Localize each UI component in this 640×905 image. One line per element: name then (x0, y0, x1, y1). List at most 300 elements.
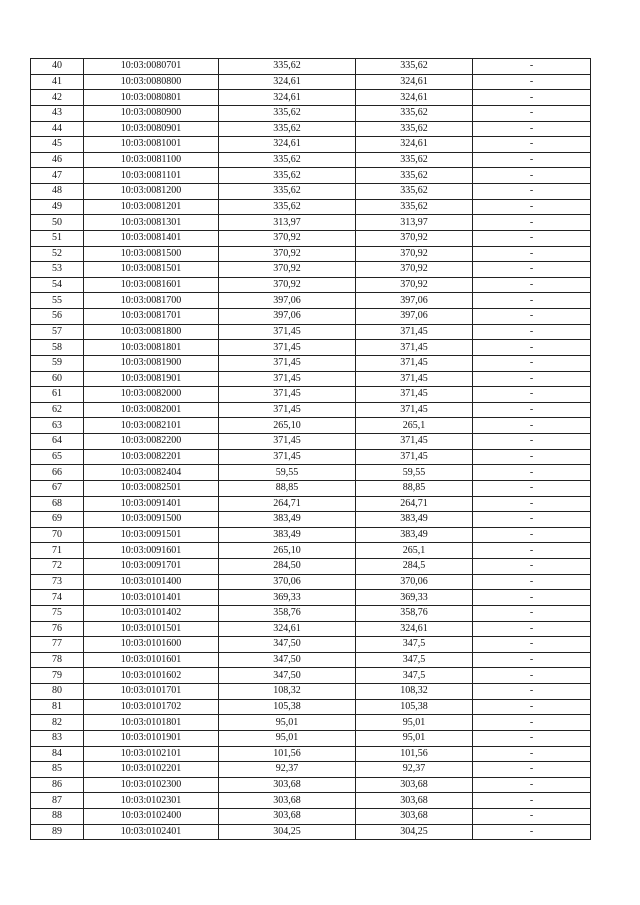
cadastral-number-cell: 10:03:0101602 (84, 668, 219, 684)
cadastral-number-cell: 10:03:0082101 (84, 418, 219, 434)
area-value-cell: 92,37 (219, 762, 356, 778)
note-cell: - (473, 262, 591, 278)
table-row (31, 652, 591, 668)
area-value-cell: 88,85 (219, 480, 356, 496)
area-value-2-cell: 105,38 (356, 699, 473, 715)
cadastral-number-cell: 10:03:0101402 (84, 605, 219, 621)
table-row (31, 152, 591, 168)
area-value-cell: 371,45 (219, 449, 356, 465)
area-value-2-cell: 324,61 (356, 90, 473, 106)
table-row (31, 715, 591, 731)
cadastral-number-cell: 10:03:0080800 (84, 74, 219, 90)
area-value-cell: 347,50 (219, 637, 356, 653)
note-cell: - (473, 277, 591, 293)
table-row (31, 340, 591, 356)
row-number-cell: 48 (31, 184, 84, 200)
table-row (31, 793, 591, 809)
area-value-cell: 335,62 (219, 152, 356, 168)
row-number-cell: 58 (31, 340, 84, 356)
table-row (31, 730, 591, 746)
area-value-2-cell: 335,62 (356, 59, 473, 75)
area-value-2-cell: 303,68 (356, 793, 473, 809)
table-row (31, 777, 591, 793)
cadastral-number-cell: 10:03:0091701 (84, 559, 219, 575)
cadastral-number-cell: 10:03:0091500 (84, 512, 219, 528)
row-number-cell: 82 (31, 715, 84, 731)
cadastral-number-cell: 10:03:0101600 (84, 637, 219, 653)
note-cell: - (473, 652, 591, 668)
row-number-cell: 41 (31, 74, 84, 90)
table-row (31, 293, 591, 309)
cadastral-number-cell: 10:03:0091401 (84, 496, 219, 512)
row-number-cell: 68 (31, 496, 84, 512)
row-number-cell: 66 (31, 465, 84, 481)
table-row (31, 324, 591, 340)
row-number-cell: 83 (31, 730, 84, 746)
row-number-cell: 76 (31, 621, 84, 637)
row-number-cell: 42 (31, 90, 84, 106)
area-value-cell: 303,68 (219, 793, 356, 809)
note-cell: - (473, 809, 591, 825)
note-cell: - (473, 121, 591, 137)
row-number-cell: 49 (31, 199, 84, 215)
cadastral-number-cell: 10:03:0081201 (84, 199, 219, 215)
row-number-cell: 89 (31, 824, 84, 840)
row-number-cell: 88 (31, 809, 84, 825)
note-cell: - (473, 74, 591, 90)
note-cell: - (473, 324, 591, 340)
cadastral-number-cell: 10:03:0102101 (84, 746, 219, 762)
note-cell: - (473, 309, 591, 325)
row-number-cell: 72 (31, 559, 84, 575)
note-cell: - (473, 605, 591, 621)
note-cell: - (473, 668, 591, 684)
area-value-cell: 335,62 (219, 168, 356, 184)
row-number-cell: 50 (31, 215, 84, 231)
area-value-cell: 324,61 (219, 90, 356, 106)
note-cell: - (473, 387, 591, 403)
area-value-cell: 324,61 (219, 137, 356, 153)
note-cell: - (473, 496, 591, 512)
area-value-cell: 303,68 (219, 777, 356, 793)
cadastral-number-cell: 10:03:0082404 (84, 465, 219, 481)
cadastral-number-cell: 10:03:0080900 (84, 105, 219, 121)
cadastral-number-cell: 10:03:0101400 (84, 574, 219, 590)
note-cell: - (473, 215, 591, 231)
area-value-2-cell: 335,62 (356, 152, 473, 168)
cadastral-number-cell: 10:03:0081200 (84, 184, 219, 200)
area-value-2-cell: 347,5 (356, 652, 473, 668)
area-value-2-cell: 335,62 (356, 121, 473, 137)
cadastral-number-cell: 10:03:0081800 (84, 324, 219, 340)
area-value-cell: 108,32 (219, 684, 356, 700)
cadastral-number-cell: 10:03:0081501 (84, 262, 219, 278)
table-row (31, 387, 591, 403)
table-row (31, 496, 591, 512)
area-value-2-cell: 265,1 (356, 418, 473, 434)
cadastral-number-cell: 10:03:0081900 (84, 355, 219, 371)
area-value-cell: 284,50 (219, 559, 356, 575)
cadastral-number-cell: 10:03:0102301 (84, 793, 219, 809)
area-value-cell: 397,06 (219, 293, 356, 309)
table-row (31, 449, 591, 465)
note-cell: - (473, 637, 591, 653)
note-cell: - (473, 621, 591, 637)
area-value-2-cell: 383,49 (356, 512, 473, 528)
row-number-cell: 67 (31, 480, 84, 496)
area-value-2-cell: 101,56 (356, 746, 473, 762)
area-value-cell: 371,45 (219, 324, 356, 340)
row-number-cell: 47 (31, 168, 84, 184)
row-number-cell: 56 (31, 309, 84, 325)
area-value-2-cell: 324,61 (356, 74, 473, 90)
area-value-cell: 303,68 (219, 809, 356, 825)
cadastral-number-cell: 10:03:0081401 (84, 230, 219, 246)
table-row (31, 418, 591, 434)
table-row (31, 762, 591, 778)
area-value-2-cell: 358,76 (356, 605, 473, 621)
note-cell: - (473, 355, 591, 371)
area-value-cell: 371,45 (219, 371, 356, 387)
table-row (31, 230, 591, 246)
cadastral-number-cell: 10:03:0081700 (84, 293, 219, 309)
table-row (31, 402, 591, 418)
table-row (31, 309, 591, 325)
area-value-2-cell: 371,45 (356, 387, 473, 403)
table-row (31, 434, 591, 450)
row-number-cell: 57 (31, 324, 84, 340)
note-cell: - (473, 371, 591, 387)
area-value-2-cell: 370,92 (356, 262, 473, 278)
note-cell: - (473, 574, 591, 590)
area-value-2-cell: 371,45 (356, 324, 473, 340)
cadastral-number-cell: 10:03:0081001 (84, 137, 219, 153)
note-cell: - (473, 527, 591, 543)
row-number-cell: 62 (31, 402, 84, 418)
note-cell: - (473, 246, 591, 262)
area-value-cell: 335,62 (219, 184, 356, 200)
note-cell: - (473, 793, 591, 809)
area-value-cell: 370,92 (219, 230, 356, 246)
cadastral-number-cell: 10:03:0082001 (84, 402, 219, 418)
cadastral-number-cell: 10:03:0101702 (84, 699, 219, 715)
cadastral-number-cell: 10:03:0102400 (84, 809, 219, 825)
note-cell: - (473, 199, 591, 215)
area-value-2-cell: 88,85 (356, 480, 473, 496)
table-row (31, 59, 591, 75)
note-cell: - (473, 137, 591, 153)
area-value-cell: 335,62 (219, 59, 356, 75)
table-row (31, 74, 591, 90)
data-table (30, 58, 591, 840)
cadastral-number-cell: 10:03:0081101 (84, 168, 219, 184)
area-value-2-cell: 284,5 (356, 559, 473, 575)
area-value-cell: 371,45 (219, 387, 356, 403)
area-value-cell: 371,45 (219, 402, 356, 418)
area-value-2-cell: 371,45 (356, 449, 473, 465)
row-number-cell: 63 (31, 418, 84, 434)
area-value-2-cell: 335,62 (356, 105, 473, 121)
area-value-2-cell: 95,01 (356, 715, 473, 731)
area-value-2-cell: 264,71 (356, 496, 473, 512)
note-cell: - (473, 105, 591, 121)
area-value-cell: 59,55 (219, 465, 356, 481)
cadastral-number-cell: 10:03:0080801 (84, 90, 219, 106)
row-number-cell: 43 (31, 105, 84, 121)
row-number-cell: 52 (31, 246, 84, 262)
note-cell: - (473, 684, 591, 700)
note-cell: - (473, 434, 591, 450)
area-value-cell: 397,06 (219, 309, 356, 325)
area-value-2-cell: 313,97 (356, 215, 473, 231)
note-cell: - (473, 559, 591, 575)
area-value-cell: 101,56 (219, 746, 356, 762)
area-value-2-cell: 370,06 (356, 574, 473, 590)
cadastral-number-cell: 10:03:0082000 (84, 387, 219, 403)
area-value-2-cell: 369,33 (356, 590, 473, 606)
note-cell: - (473, 449, 591, 465)
area-value-cell: 324,61 (219, 621, 356, 637)
area-value-cell: 370,06 (219, 574, 356, 590)
row-number-cell: 75 (31, 605, 84, 621)
cadastral-number-cell: 10:03:0091601 (84, 543, 219, 559)
cadastral-number-cell: 10:03:0102300 (84, 777, 219, 793)
area-value-2-cell: 397,06 (356, 293, 473, 309)
area-value-cell: 371,45 (219, 340, 356, 356)
table-row (31, 824, 591, 840)
area-value-2-cell: 371,45 (356, 434, 473, 450)
table-row (31, 262, 591, 278)
area-value-cell: 369,33 (219, 590, 356, 606)
table-row (31, 637, 591, 653)
note-cell: - (473, 418, 591, 434)
area-value-cell: 370,92 (219, 277, 356, 293)
cadastral-number-cell: 10:03:0081500 (84, 246, 219, 262)
area-value-2-cell: 324,61 (356, 621, 473, 637)
area-value-2-cell: 108,32 (356, 684, 473, 700)
row-number-cell: 61 (31, 387, 84, 403)
area-value-2-cell: 265,1 (356, 543, 473, 559)
note-cell: - (473, 340, 591, 356)
table-row (31, 168, 591, 184)
area-value-cell: 335,62 (219, 199, 356, 215)
area-value-cell: 358,76 (219, 605, 356, 621)
area-value-cell: 383,49 (219, 527, 356, 543)
cadastral-number-cell: 10:03:0101501 (84, 621, 219, 637)
table-row (31, 199, 591, 215)
area-value-2-cell: 335,62 (356, 184, 473, 200)
area-value-2-cell: 371,45 (356, 340, 473, 356)
row-number-cell: 53 (31, 262, 84, 278)
row-number-cell: 65 (31, 449, 84, 465)
cadastral-number-cell: 10:03:0081301 (84, 215, 219, 231)
area-value-cell: 383,49 (219, 512, 356, 528)
area-value-cell: 304,25 (219, 824, 356, 840)
note-cell: - (473, 512, 591, 528)
area-value-cell: 313,97 (219, 215, 356, 231)
table-row (31, 668, 591, 684)
table-body (31, 59, 591, 840)
note-cell: - (473, 59, 591, 75)
area-value-2-cell: 371,45 (356, 402, 473, 418)
cadastral-number-cell: 10:03:0082201 (84, 449, 219, 465)
note-cell: - (473, 152, 591, 168)
cadastral-number-cell: 10:03:0081701 (84, 309, 219, 325)
area-value-2-cell: 383,49 (356, 527, 473, 543)
area-value-cell: 265,10 (219, 418, 356, 434)
note-cell: - (473, 777, 591, 793)
table-row (31, 184, 591, 200)
area-value-2-cell: 95,01 (356, 730, 473, 746)
row-number-cell: 74 (31, 590, 84, 606)
cadastral-number-cell: 10:03:0101901 (84, 730, 219, 746)
note-cell: - (473, 715, 591, 731)
area-value-2-cell: 370,92 (356, 277, 473, 293)
table-row (31, 605, 591, 621)
cadastral-number-cell: 10:03:0101401 (84, 590, 219, 606)
cadastral-number-cell: 10:03:0080701 (84, 59, 219, 75)
area-value-cell: 370,92 (219, 246, 356, 262)
row-number-cell: 51 (31, 230, 84, 246)
row-number-cell: 77 (31, 637, 84, 653)
area-value-cell: 95,01 (219, 715, 356, 731)
area-value-cell: 370,92 (219, 262, 356, 278)
cadastral-number-cell: 10:03:0091501 (84, 527, 219, 543)
table-row (31, 246, 591, 262)
cadastral-number-cell: 10:03:0102401 (84, 824, 219, 840)
area-value-cell: 347,50 (219, 668, 356, 684)
area-value-cell: 264,71 (219, 496, 356, 512)
table-row (31, 574, 591, 590)
row-number-cell: 59 (31, 355, 84, 371)
area-value-2-cell: 303,68 (356, 777, 473, 793)
row-number-cell: 54 (31, 277, 84, 293)
note-cell: - (473, 746, 591, 762)
table-row (31, 105, 591, 121)
area-value-2-cell: 324,61 (356, 137, 473, 153)
table-row (31, 699, 591, 715)
note-cell: - (473, 184, 591, 200)
area-value-2-cell: 371,45 (356, 371, 473, 387)
row-number-cell: 78 (31, 652, 84, 668)
table-row (31, 277, 591, 293)
note-cell: - (473, 90, 591, 106)
cadastral-number-cell: 10:03:0102201 (84, 762, 219, 778)
table-row (31, 746, 591, 762)
area-value-2-cell: 335,62 (356, 168, 473, 184)
area-value-2-cell: 335,62 (356, 199, 473, 215)
note-cell: - (473, 824, 591, 840)
area-value-cell: 324,61 (219, 74, 356, 90)
note-cell: - (473, 230, 591, 246)
cadastral-number-cell: 10:03:0081601 (84, 277, 219, 293)
area-value-2-cell: 347,5 (356, 637, 473, 653)
note-cell: - (473, 402, 591, 418)
cadastral-number-cell: 10:03:0082200 (84, 434, 219, 450)
area-value-cell: 347,50 (219, 652, 356, 668)
area-value-cell: 265,10 (219, 543, 356, 559)
area-value-cell: 371,45 (219, 355, 356, 371)
table-row (31, 355, 591, 371)
note-cell: - (473, 293, 591, 309)
note-cell: - (473, 699, 591, 715)
area-value-2-cell: 347,5 (356, 668, 473, 684)
row-number-cell: 40 (31, 59, 84, 75)
area-value-2-cell: 397,06 (356, 309, 473, 325)
table-row (31, 90, 591, 106)
note-cell: - (473, 543, 591, 559)
cadastral-number-cell: 10:03:0101601 (84, 652, 219, 668)
area-value-2-cell: 370,92 (356, 230, 473, 246)
row-number-cell: 79 (31, 668, 84, 684)
row-number-cell: 55 (31, 293, 84, 309)
row-number-cell: 70 (31, 527, 84, 543)
note-cell: - (473, 168, 591, 184)
table-row (31, 527, 591, 543)
note-cell: - (473, 465, 591, 481)
table-row (31, 809, 591, 825)
area-value-2-cell: 371,45 (356, 355, 473, 371)
area-value-cell: 335,62 (219, 105, 356, 121)
note-cell: - (473, 762, 591, 778)
area-value-cell: 95,01 (219, 730, 356, 746)
cadastral-number-cell: 10:03:0101701 (84, 684, 219, 700)
area-value-cell: 335,62 (219, 121, 356, 137)
table-row (31, 371, 591, 387)
note-cell: - (473, 730, 591, 746)
cadastral-number-cell: 10:03:0080901 (84, 121, 219, 137)
row-number-cell: 85 (31, 762, 84, 778)
cadastral-number-cell: 10:03:0081801 (84, 340, 219, 356)
table-row (31, 621, 591, 637)
row-number-cell: 87 (31, 793, 84, 809)
row-number-cell: 86 (31, 777, 84, 793)
table-row (31, 684, 591, 700)
row-number-cell: 81 (31, 699, 84, 715)
cadastral-number-cell: 10:03:0101801 (84, 715, 219, 731)
note-cell: - (473, 590, 591, 606)
note-cell: - (473, 480, 591, 496)
table-row (31, 215, 591, 231)
area-value-2-cell: 92,37 (356, 762, 473, 778)
area-value-cell: 105,38 (219, 699, 356, 715)
table-row (31, 559, 591, 575)
row-number-cell: 69 (31, 512, 84, 528)
area-value-2-cell: 59,55 (356, 465, 473, 481)
row-number-cell: 80 (31, 684, 84, 700)
table-row (31, 480, 591, 496)
area-value-2-cell: 370,92 (356, 246, 473, 262)
row-number-cell: 64 (31, 434, 84, 450)
cadastral-number-cell: 10:03:0082501 (84, 480, 219, 496)
table-row (31, 590, 591, 606)
row-number-cell: 46 (31, 152, 84, 168)
table-row (31, 512, 591, 528)
row-number-cell: 60 (31, 371, 84, 387)
cadastral-number-cell: 10:03:0081901 (84, 371, 219, 387)
row-number-cell: 73 (31, 574, 84, 590)
table-row (31, 543, 591, 559)
row-number-cell: 84 (31, 746, 84, 762)
area-value-2-cell: 303,68 (356, 809, 473, 825)
area-value-2-cell: 304,25 (356, 824, 473, 840)
table-row (31, 121, 591, 137)
row-number-cell: 71 (31, 543, 84, 559)
row-number-cell: 44 (31, 121, 84, 137)
table-row (31, 137, 591, 153)
table-row (31, 465, 591, 481)
area-value-cell: 371,45 (219, 434, 356, 450)
